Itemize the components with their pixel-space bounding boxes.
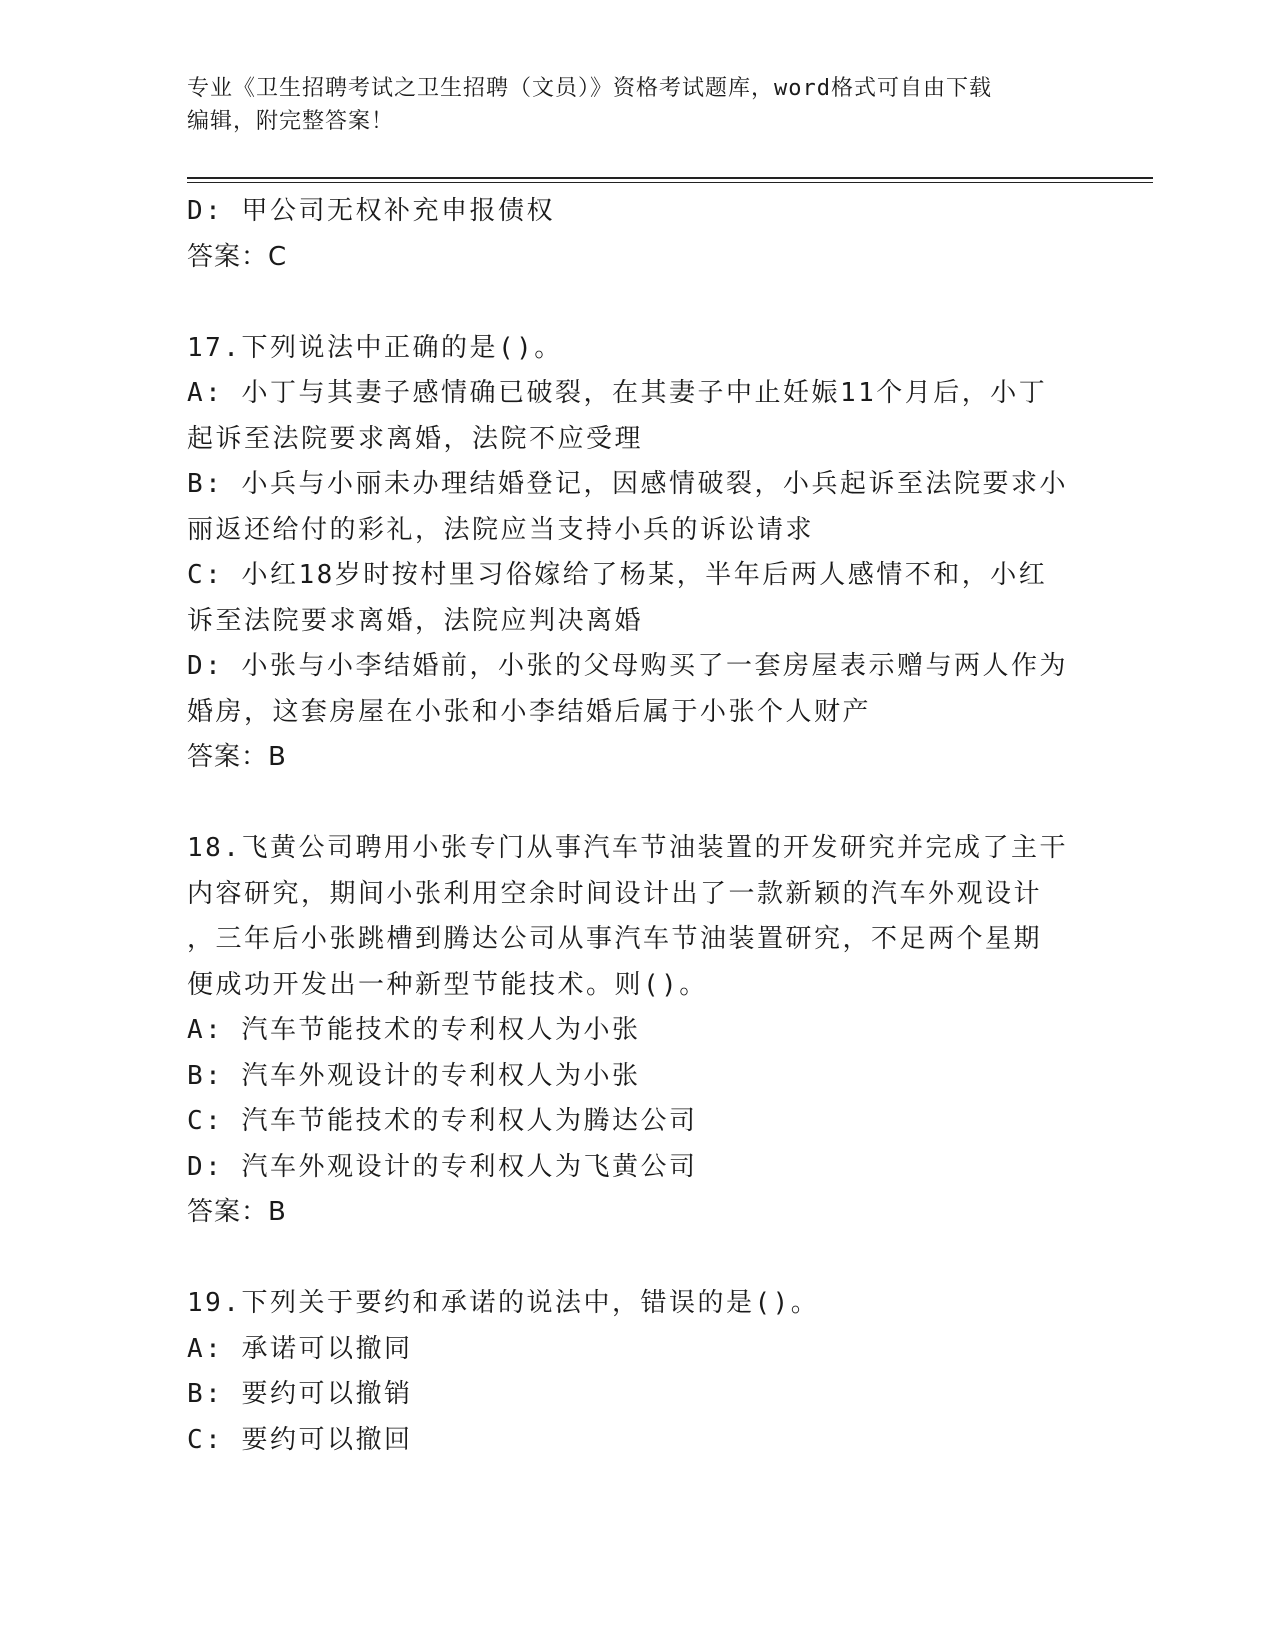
option-b-line-1: B: 小兵与小丽未办理结婚登记，因感情破裂，小兵起诉至法院要求小 — [187, 469, 1068, 499]
option-c-line-1: C: 小红18岁时按村里习俗嫁给了杨某，半年后两人感情不和，小红 — [187, 560, 1048, 590]
previous-question-tail — [187, 189, 1087, 280]
question-19 — [187, 1281, 1087, 1463]
option-a: A: 承诺可以撤同 — [187, 1333, 413, 1364]
question-content — [187, 189, 1087, 1463]
answer-line: 答案：B — [187, 742, 287, 772]
option-d: D: 汽车外观设计的专利权人为飞黄公司 — [187, 1151, 698, 1182]
question-stem: 17.下列说法中正确的是()。 — [187, 332, 563, 363]
question-18 — [187, 826, 1087, 1236]
question-stem-line-4: 便成功开发出一种新型节能技术。则()。 — [187, 969, 708, 1000]
spacer — [187, 781, 1087, 827]
option-b: B: 要约可以撤销 — [187, 1379, 413, 1409]
answer-line: 答案：C — [187, 241, 288, 272]
page-header — [187, 72, 1087, 138]
option-a-line-1: A: 小丁与其妻子感情确已破裂，在其妻子中止妊娠11个月后，小丁 — [187, 378, 1048, 408]
header-divider — [187, 177, 1153, 183]
option-b: B: 汽车外观设计的专利权人为小张 — [187, 1060, 641, 1091]
header-line-2: 编辑，附完整答案！ — [187, 109, 395, 134]
question-stem-line-2: 内容研究，期间小张利用空余时间设计出了一款新颖的汽车外观设计 — [187, 878, 1043, 909]
spacer — [187, 1236, 1087, 1282]
question-stem-line-3: ，三年后小张跳槽到腾达公司从事汽车节油装置研究，不足两个星期 — [187, 924, 1043, 954]
question-17 — [187, 326, 1087, 781]
option-a-line-2: 起诉至法院要求离婚，法院不应受理 — [187, 423, 644, 454]
option-d: D: 甲公司无权补充申报债权 — [187, 196, 555, 226]
option-d-line-1: D: 小张与小李结婚前，小张的父母购买了一套房屋表示赠与两人作为 — [187, 651, 1068, 681]
header-line-1: 专业《卫生招聘考试之卫生招聘（文员）》资格考试题库，word格式可自由下载 — [187, 76, 992, 101]
question-stem-line-1: 18.飞黄公司聘用小张专门从事汽车节油装置的开发研究并完成了主干 — [187, 833, 1068, 863]
option-c-line-2: 诉至法院要求离婚，法院应判决离婚 — [187, 605, 644, 636]
option-c: C: 要约可以撤回 — [187, 1424, 413, 1455]
spacer — [187, 280, 1087, 326]
answer-line: 答案：B — [187, 1197, 287, 1227]
option-c: C: 汽车节能技术的专利权人为腾达公司 — [187, 1106, 698, 1136]
question-stem: 19.下列关于要约和承诺的说法中，错误的是()。 — [187, 1288, 820, 1318]
option-a: A: 汽车节能技术的专利权人为小张 — [187, 1015, 641, 1045]
option-b-line-2: 丽返还给付的彩礼，法院应当支持小兵的诉讼请求 — [187, 514, 815, 545]
option-d-line-2: 婚房，这套房屋在小张和小李结婚后属于小张个人财产 — [187, 696, 872, 727]
